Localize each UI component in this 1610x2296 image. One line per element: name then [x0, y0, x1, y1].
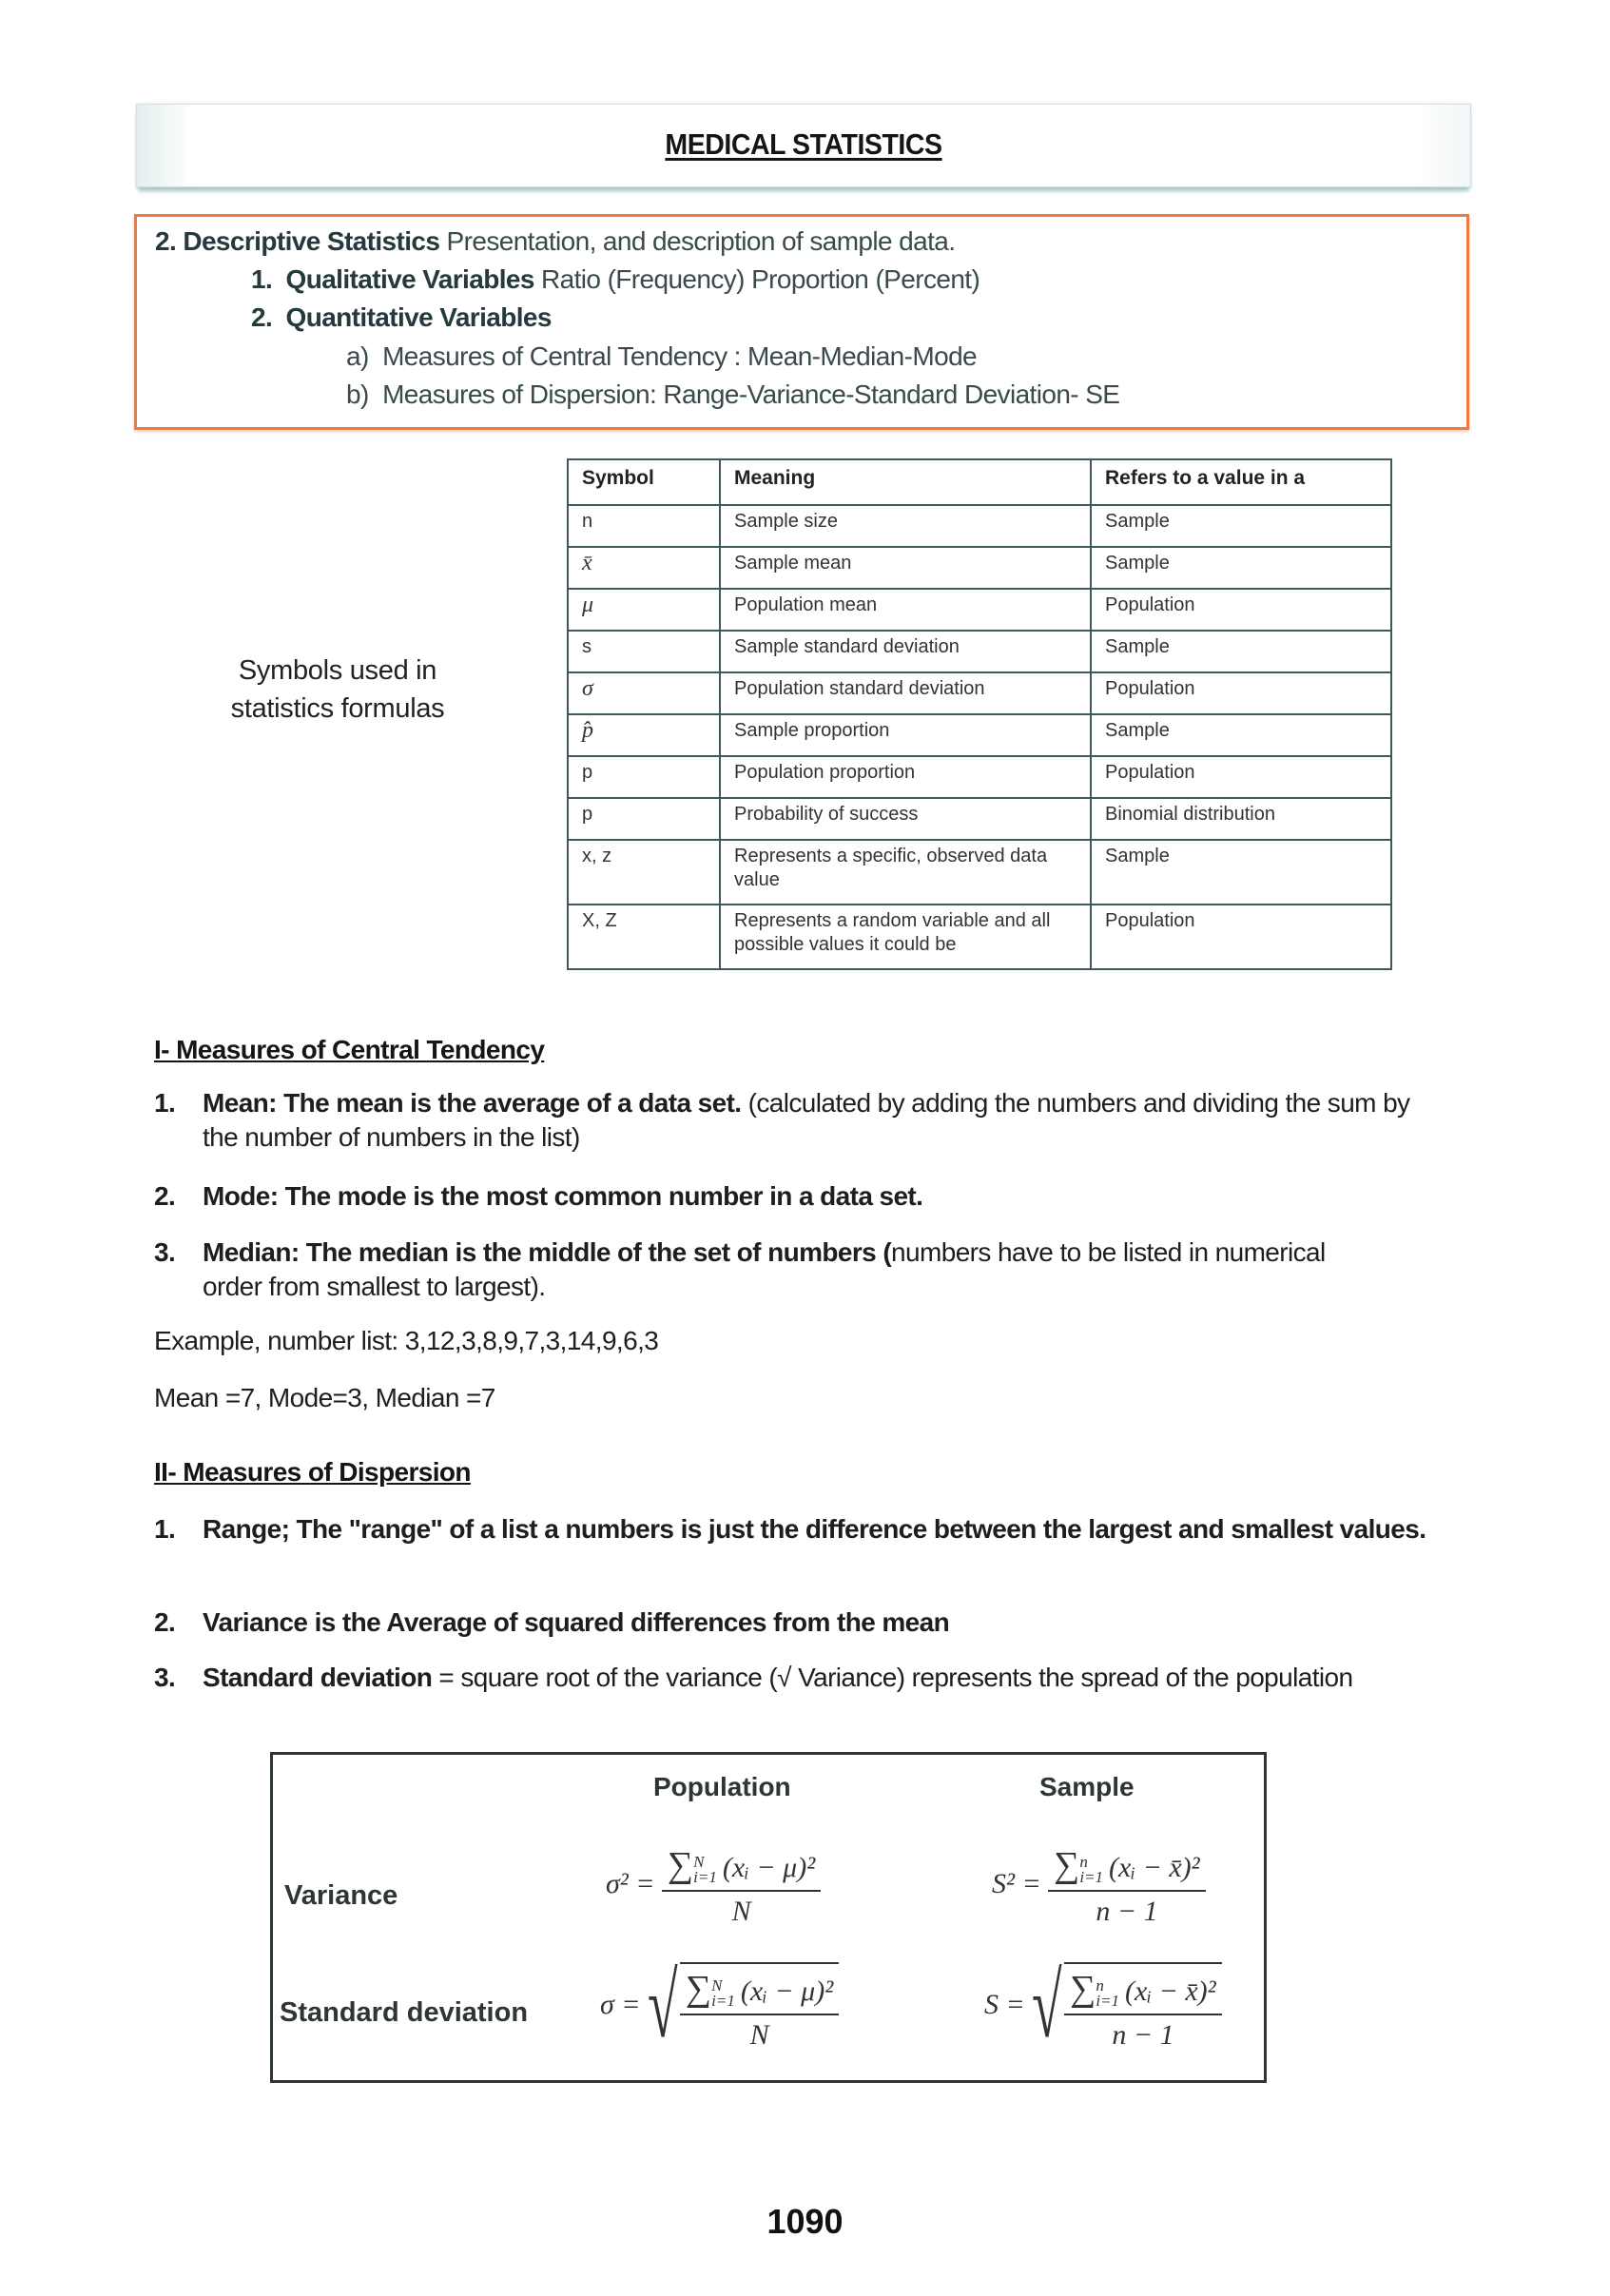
formula-numerator: (xᵢ − x̄)²	[1109, 1852, 1200, 1883]
sample-variance-formula	[992, 1844, 1206, 1928]
cell-symbol: x, z	[568, 840, 720, 905]
table-row	[568, 589, 1391, 631]
item-bold: Median: The median is the middle of the set of numbers (	[203, 1237, 892, 1267]
table-row	[568, 714, 1391, 756]
page-title: MEDICAL STATISTICS	[665, 127, 942, 161]
cell-meaning: Population proportion	[720, 756, 1091, 798]
table-row	[568, 840, 1391, 905]
descriptive-heading	[155, 226, 955, 257]
formula-lhs: σ =	[600, 1988, 641, 2020]
example-result: Mean =7, Mode=3, Median =7	[154, 1383, 495, 1412]
item-number: 2.	[251, 302, 273, 332]
descriptive-heading-rest: Presentation, and description of sample data.	[439, 226, 956, 256]
cell-meaning: Represents a specific, observed data value	[720, 840, 1091, 905]
table-row	[568, 547, 1391, 589]
sqrt-container	[1032, 1955, 1221, 2056]
cell-refers: Sample	[1091, 714, 1391, 756]
table-row	[568, 798, 1391, 840]
formula-numerator: (xᵢ − x̄)²	[1125, 1975, 1216, 2007]
item-bold: Mean: The mean is the average of a data set.	[203, 1088, 742, 1118]
table-header-row	[568, 459, 1391, 505]
cell-refers: Sample	[1091, 547, 1391, 589]
item-rest: (calculated by adding the numbers and dividing the sum by the number of numbers in the list)	[203, 1088, 1410, 1152]
cell-symbol: p	[568, 798, 720, 840]
sigma-icon: ∑	[1054, 1845, 1080, 1885]
cell-refers: Population	[1091, 672, 1391, 714]
formula-lhs: σ² =	[606, 1867, 655, 1899]
item-bold: Standard deviation	[203, 1663, 433, 1692]
dispersion-item-range	[154, 1512, 1447, 1547]
table-row	[568, 672, 1391, 714]
formula-header-population: Population	[653, 1772, 791, 1801]
cell-refers: Sample	[1091, 505, 1391, 547]
formula-denominator: N	[731, 1896, 751, 1927]
formula-denominator: N	[749, 2019, 769, 2051]
cell-meaning: Population mean	[720, 589, 1091, 631]
sum-upper: n	[1096, 1976, 1104, 1995]
cell-symbol: X, Z	[568, 905, 720, 969]
header-symbol: Symbol	[568, 459, 720, 505]
formula-lhs: S² =	[992, 1867, 1041, 1899]
item-number: 3.	[154, 1237, 176, 1267]
central-item-mode	[154, 1179, 1428, 1214]
header-meaning: Meaning	[720, 459, 1091, 505]
sum-upper: n	[1079, 1853, 1088, 1872]
item-number: 3.	[154, 1663, 176, 1692]
formula-fraction	[1048, 1844, 1205, 1928]
descriptive-statistics-box	[134, 214, 1469, 430]
cell-symbol: n	[568, 505, 720, 547]
item-number: 2.	[154, 1181, 176, 1211]
table-row	[568, 505, 1391, 547]
descriptive-item-quantitative	[251, 302, 552, 333]
cell-refers: Population	[1091, 589, 1391, 631]
item-bold: Qualitative Variables	[285, 264, 534, 294]
sum-upper: N	[693, 1853, 705, 1872]
example-number-list: Example, number list: 3,12,3,8,9,7,3,14,9,6,3	[154, 1326, 659, 1355]
item-bold: Quantitative Variables	[285, 302, 552, 332]
item-number: 1.	[251, 264, 273, 294]
header-refers: Refers to a value in a	[1091, 459, 1391, 505]
symbols-caption-line2: statistics formulas	[230, 693, 445, 724]
descriptive-heading-bold: 2. Descriptive Statistics	[155, 226, 440, 256]
item-number: 2.	[154, 1607, 176, 1637]
subitem-text: Measures of Central Tendency : Mean-Median-Mode	[382, 341, 978, 371]
subitem-text: Measures of Dispersion: Range-Variance-Standard Deviation- SE	[382, 379, 1120, 409]
cell-refers: Binomial distribution	[1091, 798, 1391, 840]
formula-denominator: n − 1	[1096, 1896, 1158, 1927]
cell-symbol: s	[568, 631, 720, 672]
header-banner	[136, 104, 1471, 187]
item-bold: Range; The "range" of a list a numbers is just the difference between the largest and smallest values.	[203, 1514, 1426, 1544]
subitem-letter: b)	[346, 379, 369, 409]
subitem-letter: a)	[346, 341, 369, 371]
cell-meaning: Sample mean	[720, 547, 1091, 589]
cell-meaning: Sample size	[720, 505, 1091, 547]
page-number: 1090	[766, 2202, 844, 2241]
dispersion-heading: II- Measures of Dispersion	[154, 1457, 471, 1487]
central-item-mean	[154, 1086, 1428, 1155]
table-row	[568, 756, 1391, 798]
symbols-table	[567, 458, 1392, 970]
item-bold: Mode: The mode is the most common number in a data set.	[203, 1181, 923, 1211]
cell-meaning: Population standard deviation	[720, 672, 1091, 714]
formula-fraction	[1064, 1968, 1221, 2052]
cell-symbol: p̂	[568, 714, 720, 756]
descriptive-item-qualitative	[251, 264, 980, 295]
sample-sd-formula	[984, 1955, 1222, 2056]
population-sd-formula	[600, 1955, 839, 2056]
item-rest: = square root of the variance (√ Variance) represents the spread of the population	[432, 1663, 1353, 1692]
cell-refers: Population	[1091, 756, 1391, 798]
sigma-icon: ∑	[1070, 1969, 1096, 2009]
sqrt-icon: √	[648, 1955, 678, 2056]
cell-symbol: p	[568, 756, 720, 798]
sum-lower: i=1	[1079, 1868, 1104, 1887]
cell-meaning: Sample proportion	[720, 714, 1091, 756]
item-rest: Ratio (Frequency) Proportion (Percent)	[533, 264, 980, 294]
item-number: 1.	[154, 1088, 176, 1118]
cell-refers: Population	[1091, 905, 1391, 969]
item-number: 1.	[154, 1514, 176, 1544]
symbols-caption	[190, 652, 485, 728]
cell-meaning: Sample standard deviation	[720, 631, 1091, 672]
formula-numerator: (xᵢ − μ)²	[740, 1975, 834, 2007]
dispersion-item-variance	[154, 1605, 1428, 1640]
formula-box	[270, 1752, 1267, 2083]
cell-meaning: Probability of success	[720, 798, 1091, 840]
descriptive-subitem-dispersion	[346, 379, 1119, 410]
item-bold: Variance is the Average of squared differences from the mean	[203, 1607, 950, 1637]
symbols-caption-line1: Symbols used in	[238, 655, 437, 686]
sigma-icon: ∑	[668, 1845, 694, 1885]
formula-fraction	[662, 1844, 821, 1928]
central-item-median	[154, 1236, 1390, 1304]
sqrt-container	[648, 1955, 839, 2056]
table-row	[568, 905, 1391, 969]
descriptive-subitem-central	[346, 341, 977, 372]
formula-denominator: n − 1	[1112, 2019, 1174, 2051]
sigma-icon: ∑	[686, 1969, 712, 2009]
cell-symbol: x̄	[568, 547, 720, 589]
cell-refers: Sample	[1091, 631, 1391, 672]
sum-upper: N	[711, 1976, 723, 1995]
formula-lhs: S =	[984, 1988, 1025, 2020]
formula-row-sd: Standard deviation	[280, 1997, 529, 2028]
table-row	[568, 631, 1391, 672]
formula-fraction	[680, 1968, 839, 2052]
central-tendency-heading: I- Measures of Central Tendency	[154, 1035, 545, 1064]
cell-meaning: Represents a random variable and all possible values it could be	[720, 905, 1091, 969]
formula-row-variance: Variance	[284, 1880, 398, 1911]
sum-lower: i=1	[693, 1868, 717, 1887]
population-variance-formula	[606, 1844, 821, 1928]
sum-lower: i=1	[1096, 1992, 1120, 2011]
item-rest: numbers have to be listed in numerical order from smallest to largest).	[203, 1237, 1326, 1301]
cell-symbol: μ	[568, 589, 720, 631]
dispersion-item-sd	[154, 1661, 1409, 1695]
formula-header-sample: Sample	[1039, 1772, 1135, 1801]
cell-refers: Sample	[1091, 840, 1391, 905]
cell-symbol: σ	[568, 672, 720, 714]
sum-lower: i=1	[711, 1992, 735, 2011]
sqrt-icon: √	[1032, 1955, 1062, 2056]
formula-numerator: (xᵢ − μ)²	[722, 1852, 816, 1883]
